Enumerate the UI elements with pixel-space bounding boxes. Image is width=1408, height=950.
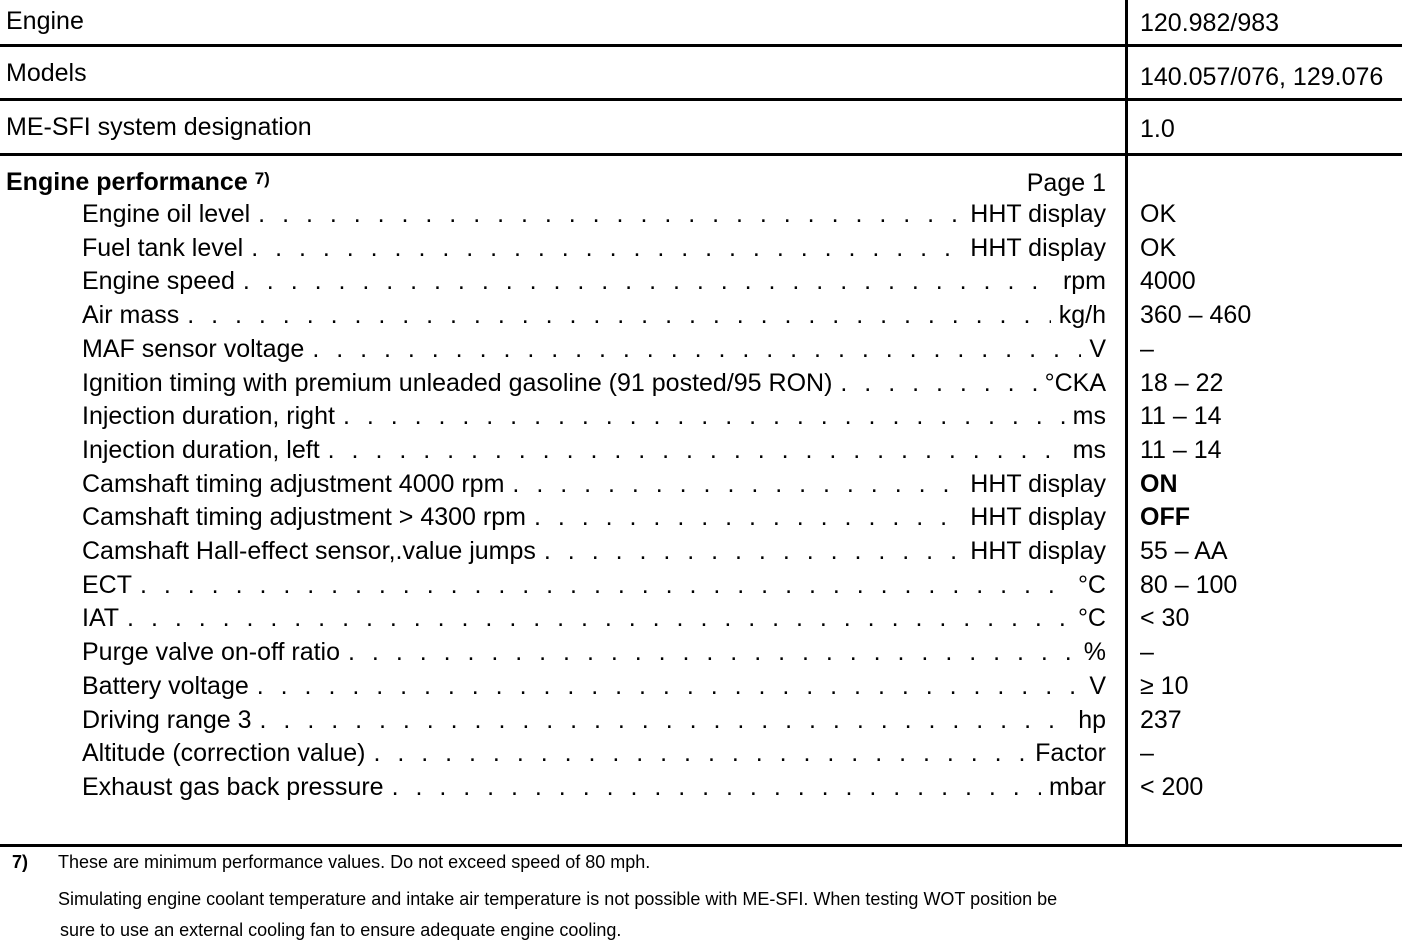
- spec-row: [82, 601, 1106, 635]
- spec-unit: ms: [1072, 402, 1106, 430]
- spec-row: [82, 231, 1106, 265]
- spec-label: Fuel tank level: [82, 234, 244, 262]
- spec-row: [82, 433, 1106, 467]
- spec-label: Battery voltage: [82, 672, 249, 700]
- dot-leader: [312, 332, 1081, 366]
- spec-label: Ignition timing with premium unleaded gasoline (91 posted/95 RON): [82, 369, 833, 397]
- dot-leader: [127, 601, 1070, 635]
- spec-unit: Factor: [1035, 739, 1106, 767]
- spec-label: Air mass: [82, 301, 180, 329]
- spec-label: ECT: [82, 571, 132, 599]
- spec-value: ON: [1140, 470, 1178, 498]
- divider: [0, 153, 1402, 156]
- spec-value: 4000: [1140, 267, 1196, 295]
- spec-row: [82, 467, 1106, 501]
- dot-leader: [512, 467, 962, 501]
- spec-row: [82, 635, 1106, 669]
- spec-value: OK: [1140, 200, 1177, 228]
- footnote-line: sure to use an external cooling fan to ensure adequate engine cooling.: [60, 920, 622, 940]
- spec-label: Exhaust gas back pressure: [82, 773, 384, 801]
- spec-value: OK: [1140, 234, 1177, 262]
- spec-value: 55 – AA: [1140, 537, 1228, 565]
- spec-unit: HHT display: [970, 503, 1106, 531]
- spec-row: [82, 264, 1106, 298]
- spec-unit: V: [1089, 672, 1106, 700]
- spec-unit: mbar: [1049, 773, 1106, 801]
- spec-unit: °C: [1077, 571, 1106, 599]
- spec-row: [82, 703, 1106, 737]
- divider: [0, 844, 1402, 847]
- dot-leader: [534, 500, 962, 534]
- footnote-ref: 7): [254, 169, 270, 188]
- spec-value: ≥ 10: [1140, 672, 1189, 700]
- footnote-marker: 7): [12, 852, 29, 872]
- spec-value: –: [1140, 739, 1154, 767]
- spec-label: IAT: [82, 604, 120, 632]
- spec-unit: ms: [1072, 436, 1106, 464]
- spec-row: [82, 669, 1106, 703]
- dot-leader: [251, 231, 962, 265]
- spec-value: < 200: [1140, 773, 1204, 801]
- spec-unit: kg/h: [1058, 301, 1106, 329]
- spec-row: [82, 568, 1106, 602]
- spec-value: < 30: [1140, 604, 1190, 632]
- dot-leader: [544, 534, 962, 568]
- dot-leader: [373, 736, 1027, 770]
- spec-row: [82, 534, 1106, 568]
- spec-value: 18 – 22: [1140, 369, 1224, 397]
- footnote-line: Simulating engine coolant temperature and intake air temperature is not possible with ME-SFI. When testing WOT position be: [58, 889, 1058, 909]
- spec-label: Camshaft timing adjustment 4000 rpm: [82, 470, 505, 498]
- footnote-line: These are minimum performance values. Do not exceed speed of 80 mph.: [58, 852, 651, 872]
- section-title: [6, 164, 270, 197]
- system-designation-value: 1.0: [1140, 115, 1175, 143]
- column-divider: [1125, 0, 1128, 846]
- spec-label: Engine speed: [82, 267, 235, 295]
- page-number: Page 1: [1026, 169, 1106, 197]
- system-designation-label: ME-SFI system designation: [6, 113, 312, 141]
- spec-label: Engine oil level: [82, 200, 251, 228]
- spec-unit: HHT display: [970, 200, 1106, 228]
- spec-row: [82, 298, 1106, 332]
- spec-unit: HHT display: [970, 234, 1106, 262]
- spec-unit: %: [1083, 638, 1106, 666]
- spec-unit: V: [1089, 335, 1106, 363]
- spec-label: Altitude (correction value): [82, 739, 366, 767]
- spec-label: Camshaft Hall-effect sensor,.value jumps: [82, 537, 536, 565]
- dot-leader: [258, 197, 962, 231]
- spec-value: 11 – 14: [1140, 402, 1222, 430]
- spec-unit: HHT display: [970, 537, 1106, 565]
- spec-label: Purge valve on-off ratio: [82, 638, 341, 666]
- spec-label: Camshaft timing adjustment > 4300 rpm: [82, 503, 526, 531]
- spec-unit: hp: [1078, 706, 1106, 734]
- spec-label: MAF sensor voltage: [82, 335, 305, 363]
- engine-label: Engine: [6, 7, 84, 35]
- dot-leader: [140, 568, 1070, 602]
- models-value: 140.057/076, 129.076: [1140, 63, 1384, 91]
- spec-value: OFF: [1140, 503, 1190, 531]
- dot-leader: [257, 669, 1082, 703]
- divider: [0, 98, 1402, 101]
- dot-leader: [260, 703, 1071, 737]
- dot-leader: [187, 298, 1051, 332]
- spec-unit: rpm: [1062, 267, 1106, 295]
- engine-value: 120.982/983: [1140, 9, 1280, 37]
- models-label: Models: [6, 59, 87, 87]
- dot-leader: [840, 366, 1036, 400]
- spec-row: [82, 736, 1106, 770]
- spec-value: 360 – 460: [1140, 301, 1252, 329]
- spec-unit: °C: [1077, 604, 1106, 632]
- spec-value: –: [1140, 638, 1154, 666]
- spec-value: –: [1140, 335, 1154, 363]
- spec-unit: °CKA: [1044, 369, 1106, 397]
- dot-leader: [243, 264, 1055, 298]
- divider: [0, 44, 1402, 47]
- spec-value: 11 – 14: [1140, 436, 1222, 464]
- spec-label: Injection duration, right: [82, 402, 335, 430]
- dot-leader: [392, 770, 1041, 804]
- spec-label: Injection duration, left: [82, 436, 320, 464]
- spec-value: 80 – 100: [1140, 571, 1238, 599]
- section-title-text: Engine performance: [6, 168, 248, 196]
- spec-unit: HHT display: [970, 470, 1106, 498]
- dot-leader: [328, 433, 1065, 467]
- dot-leader: [343, 399, 1065, 433]
- spec-value: 237: [1140, 706, 1182, 734]
- spec-row: [82, 399, 1106, 433]
- spec-row: [82, 500, 1106, 534]
- spec-row: [82, 366, 1106, 400]
- spec-label: Driving range 3: [82, 706, 252, 734]
- spec-row: [82, 197, 1106, 231]
- dot-leader: [348, 635, 1076, 669]
- spec-row: [82, 770, 1106, 804]
- spec-row: [82, 332, 1106, 366]
